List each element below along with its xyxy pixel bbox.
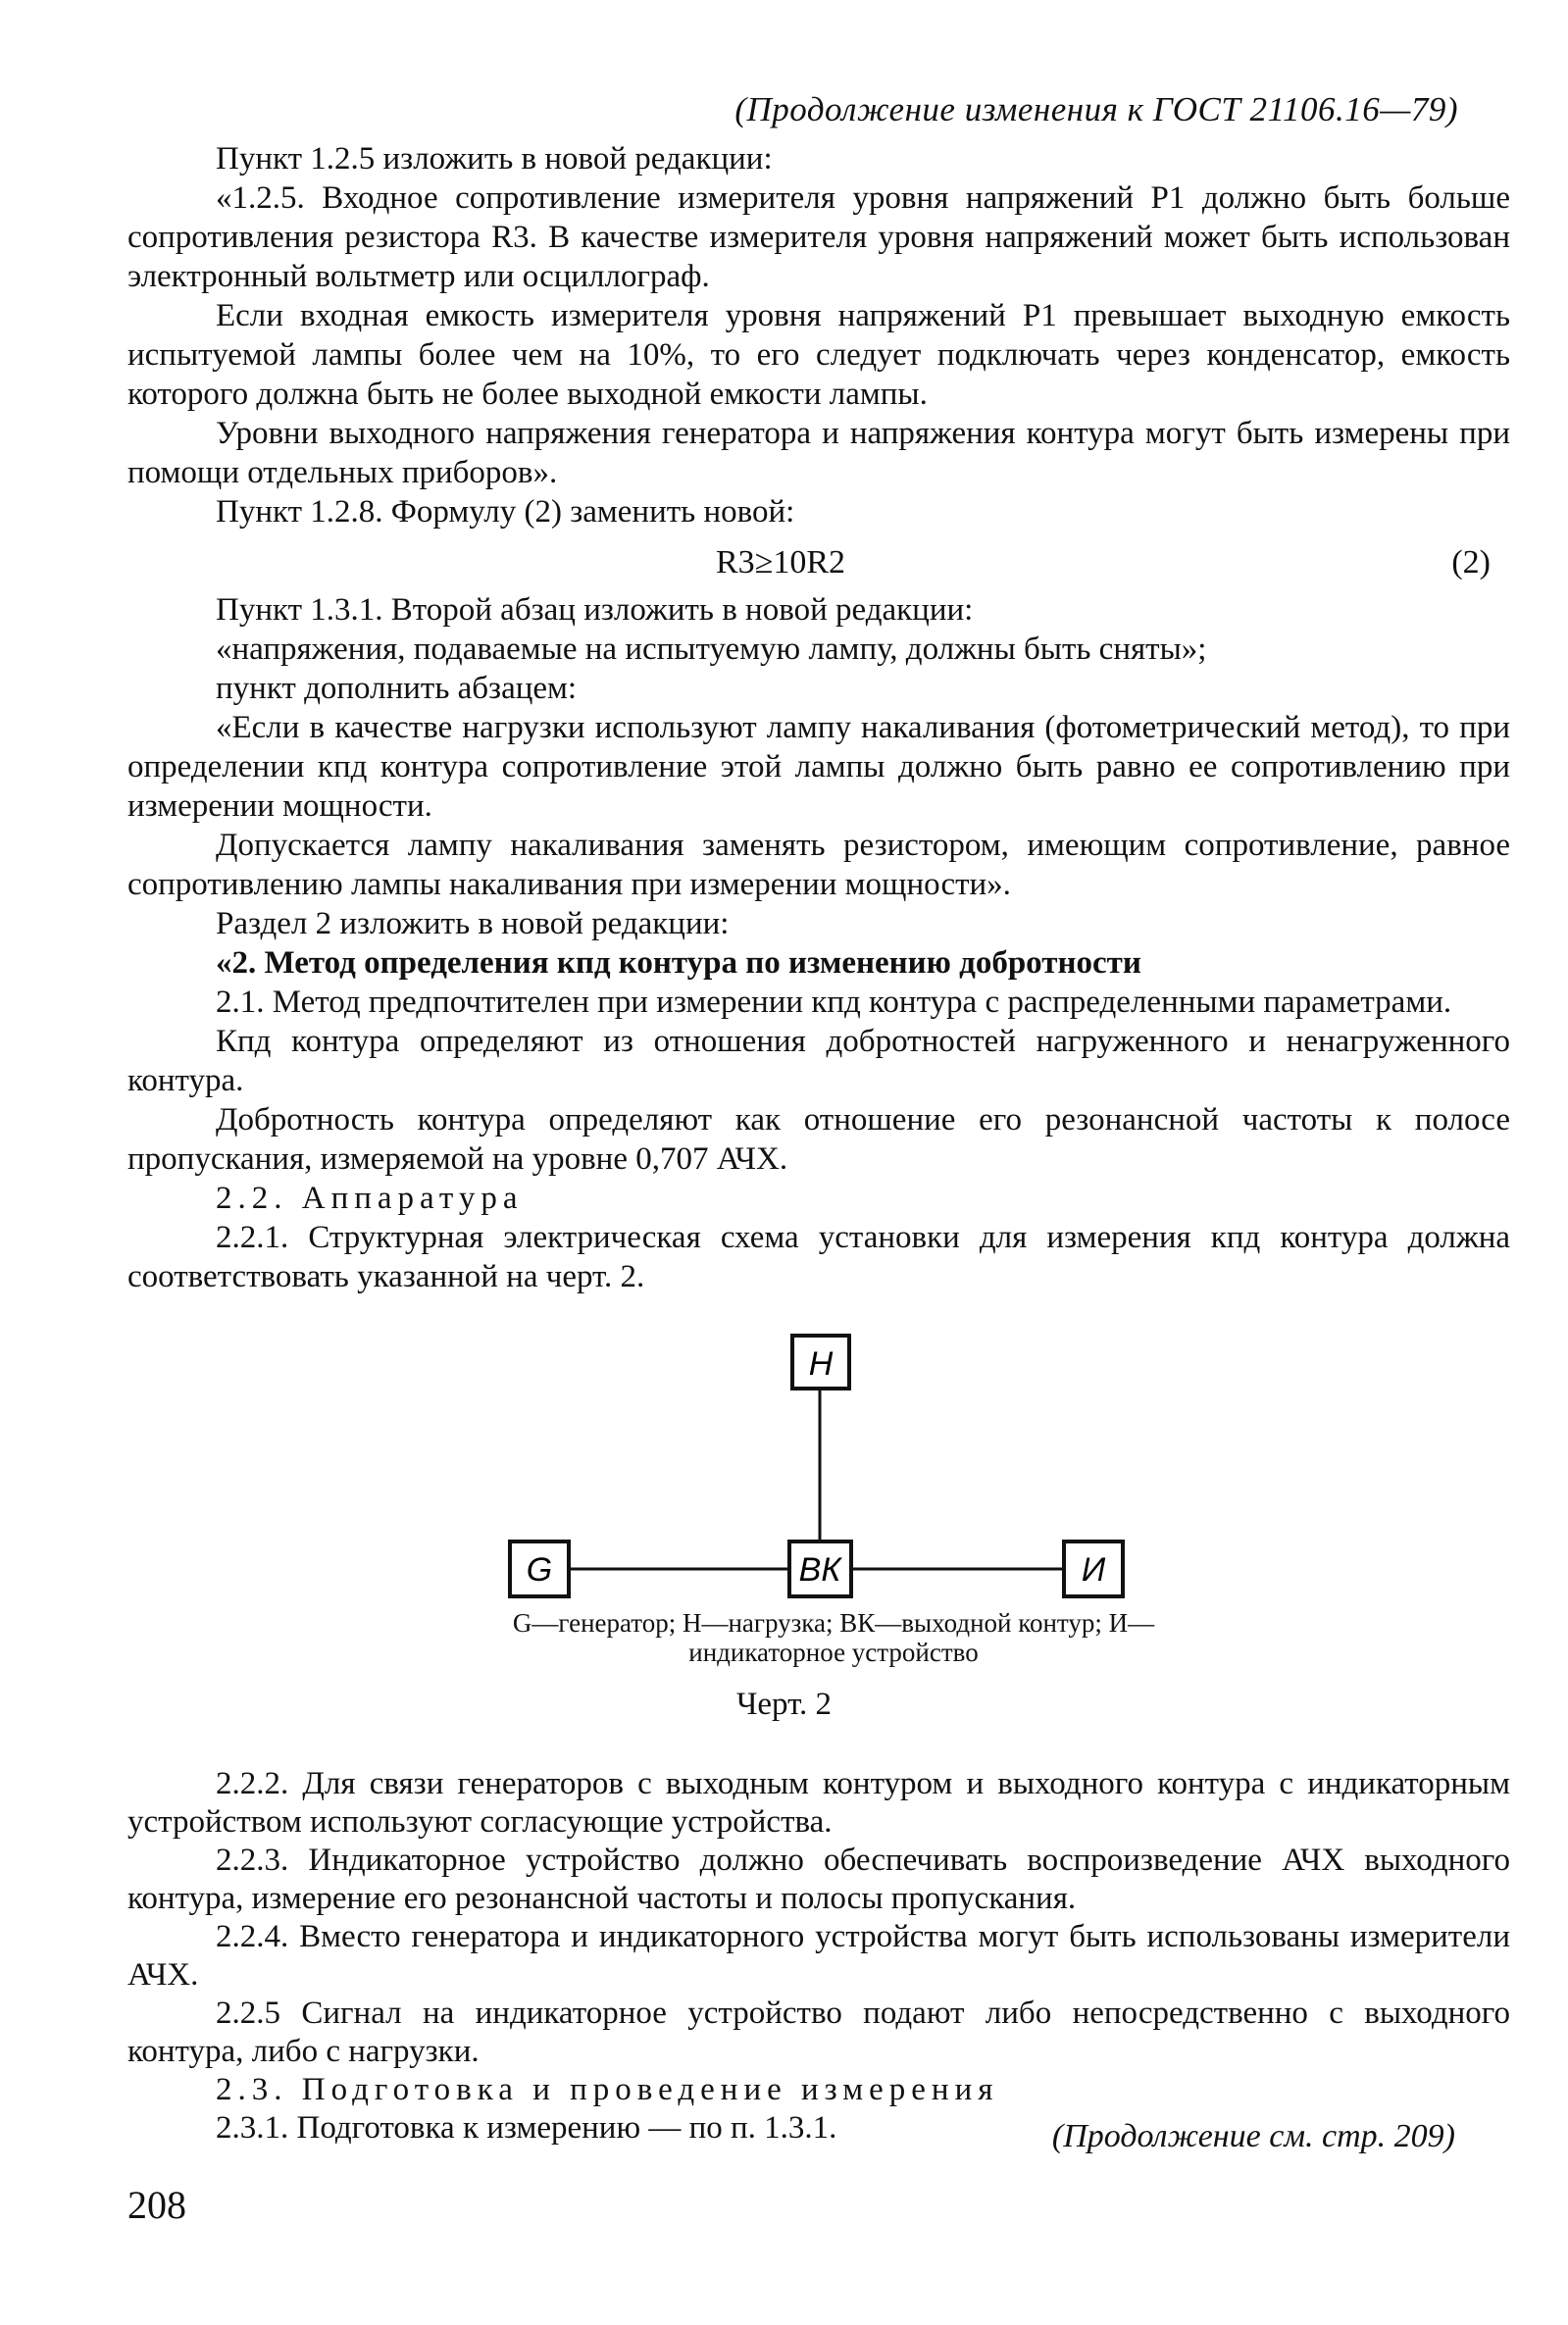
paragraph: 2.2.5 Сигнал на индикаторное устройство подают либо непосредственно с выходного контура, либо с нагрузки. (127, 1996, 1510, 2069)
section-heading: «2. Метод определения кпд контура по изменению добротности (216, 945, 1141, 981)
indicator-label: И (1081, 1551, 1106, 1589)
formula-number: (2) (1451, 544, 1491, 581)
paragraph: «1.2.5. Входное сопротивление измерителя уровня напряжений P1 должно быть больше сопротивления резистора R3. В качестве измерителя уровня напряжений может быть использован электронный вольтметр или осциллограф. (127, 180, 1510, 294)
paragraph: Уровни выходного напряжения генератора и напряжения контура могут быть измерены при помощи отдельных приборов». (127, 416, 1510, 490)
paragraph: Если входная емкость измерителя уровня напряжений P1 превышает выходную емкость испытуемой лампы более чем на 10%, то его следует подключать через конденсатор, емкость которого должна быть не более выходной емкости лампы. (127, 298, 1510, 412)
paragraph: Пункт 1.2.8. Формулу (2) заменить новой: (216, 494, 795, 530)
formula-expression: R3≥10R2 (716, 544, 846, 581)
paragraph: Пункт 1.2.5 изложить в новой редакции: (216, 141, 773, 177)
figure-title: Черт. 2 (735, 1687, 833, 1722)
schematic-figure (0, 1314, 1568, 1722)
paragraph: «Если в качестве нагрузки используют лампу накаливания (фотометрический метод), то при определении кпд контура сопротивление этой лампы должно быть равно ее сопротивлению при измерении мощности. (127, 710, 1510, 824)
text-block-top (127, 139, 1510, 1296)
paragraph: пункт дополнить абзацем: (216, 671, 578, 706)
page-number: 208 (127, 2183, 186, 2227)
load-label: Н (808, 1345, 834, 1383)
continuation-header: (Продолжение изменения к ГОСТ 21106.16—79) (734, 90, 1458, 128)
paragraph: 2.2.4. Вместо генератора и индикаторного устройства могут быть использованы измерители АЧХ. (127, 1919, 1510, 1993)
paragraph: «напряжения, подаваемые на испытуемую лампу, должны быть сняты»; (216, 632, 1207, 667)
formula (127, 537, 1510, 584)
generator-label: G (526, 1551, 553, 1589)
paragraph: Пункт 1.3.1. Второй абзац изложить в новой редакции: (216, 592, 974, 628)
paragraph: 2.1. Метод предпочтителен при измерении кпд контура с распределенными параметрами. (216, 985, 1452, 1020)
schematic-diagram (0, 1314, 1568, 1608)
subsection-heading: 2.2. Аппаратура (216, 1181, 524, 1216)
paragraph: 2.2.2. Для связи генераторов с выходным контуром и выходного контура с индикаторным устройством используют согласующие устройства. (127, 1766, 1510, 1840)
paragraph: 2.3.1. Подготовка к измерению — по п. 1.3.1. (216, 2110, 837, 2146)
paragraph: Кпд контура определяют из отношения добротностей нагруженного и ненагруженного контура. (127, 1024, 1510, 1098)
subsection-heading: 2.3. Подготовка и проведение измерения (216, 2072, 999, 2107)
figure-caption: G—генератор; Н—нагрузка; ВК—выходной контур; И—индикаторное устройство (512, 1608, 1155, 1667)
continuation-footer: (Продолжение см. стр. 209) (1051, 2118, 1455, 2154)
paragraph: Добротность контура определяют как отношение его резонансной частоты к полосе пропускания, измеряемой на уровне 0,707 АЧХ. (127, 1102, 1510, 1177)
text-block-bottom (127, 1765, 1510, 2148)
paragraph: Допускается лампу накаливания заменять резистором, имеющим сопротивление, равное сопротивлению лампы накаливания при измерении мощности». (127, 828, 1510, 902)
paragraph: 2.2.3. Индикаторное устройство должно обеспечивать воспроизведение АЧХ выходного контура, измерение его резонансной частоты и полосы пропускания. (127, 1843, 1510, 1916)
paragraph: Раздел 2 изложить в новой редакции: (216, 906, 730, 941)
paragraph: 2.2.1. Структурная электрическая схема установки для измерения кпд контура должна соответствовать указанной на черт. 2. (127, 1220, 1510, 1294)
output-circuit-label: ВК (798, 1551, 841, 1589)
